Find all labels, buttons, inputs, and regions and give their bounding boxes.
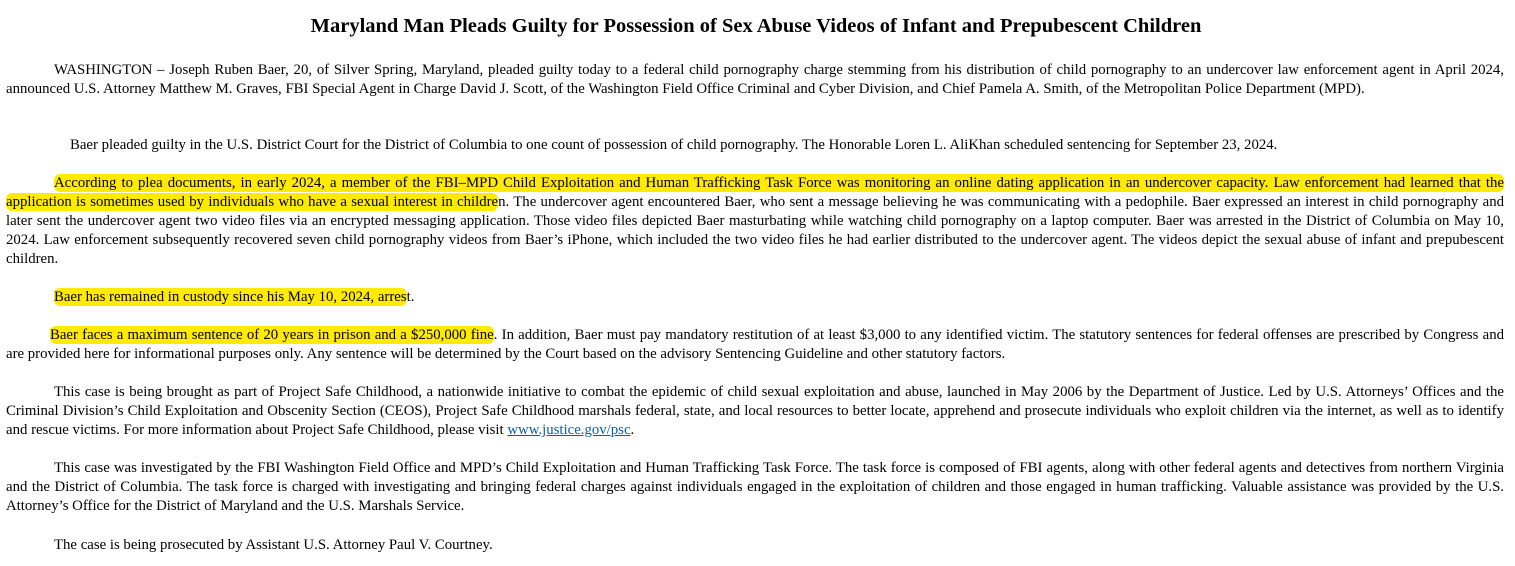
paragraph-prosecutor: The case is being prosecuted by Assistant U.S. Attorney Paul V. Courtney. xyxy=(54,537,493,553)
press-release-page xyxy=(6,0,1506,566)
paragraph-text: n. The undercover agent encountered Baer, who sent a message believing he was communicating with a pedophile. Baer expressed an interest in child pornography and later sent the undercover agent two video files via an encrypted messaging application. Those video files depicted Baer masturbating while watching child pornography on a laptop computer. Baer was arrested in the District of Columbia on May 10, 2024. Law enforcement subsequently recovered seven child pornography videos from Baer’s iPhone, which included the two video files he had earlier distributed to the undercover agent. The videos depict the sexual abuse of infant and prepubescent children. xyxy=(6,194,1504,267)
paragraph-text: This case is being brought as part of Project Safe Childhood, a nationwide initiative to combat the epidemic of child sexual exploitation and abuse, launched in May 2006 by the Department of Justice. Led by U.S. Attorneys’ Offices and the Criminal Division’s Child Exploitation and Obscenity Section (CEOS), Project Safe Childhood marshals federal, state, and local resources to better locate, apprehend and prosecute individuals who exploit children via the internet, as well as to identify and rescue victims. For more information about Project Safe Childhood, please visit xyxy=(6,384,1504,438)
page-title: Maryland Man Pleads Guilty for Possession of Sex Abuse Videos of Infant and Prepubescent Children xyxy=(310,15,1202,37)
paragraph-text: t. xyxy=(406,289,415,305)
psc-link[interactable]: www.justice.gov/psc xyxy=(507,422,631,438)
paragraph-guilty-plea: Baer pleaded guilty in the U.S. District Court for the District of Columbia to one count of possession of child pornography. The Honorable Loren L. AliKhan scheduled sentencing for September 23, 2024. xyxy=(70,137,1278,153)
paragraph-announcement: WASHINGTON – Joseph Ruben Baer, 20, of Silver Spring, Maryland, pleaded guilty today to a federal child pornography charge stemming from his distribution of child pornography to an undercover law enforcement agent in April 2024, announced U.S. Attorney Matthew M. Graves, FBI Special Agent in Charge David J. Scott, of the Washington Field Office Criminal and Cyber Division, and Chief Pamela A. Smith, of the Metropolitan Police Department (MPD). xyxy=(6,62,1504,97)
highlighted-text: According to plea documents, in early 2024, a member of the FBI–MPD Child Exploitation and Human Trafficking Task Force was monitoring an online dating application in an undercover capacity. Law enforcement had learned that the application is sometimes used by individuals who have a sexual interest in childre xyxy=(6,175,1504,210)
paragraph-plea-documents xyxy=(6,174,1504,269)
highlighted-text: Baer has remained in custody since his May 10, 2024, arres xyxy=(54,289,407,305)
paragraph-text-end: . xyxy=(630,422,635,438)
paragraph-project-safe-childhood xyxy=(6,383,1504,440)
highlighted-text: Baer faces a maximum sentence of 20 years in prison and a $250,000 fine xyxy=(50,327,494,343)
paragraph-sentencing xyxy=(6,326,1504,364)
paragraph-custody xyxy=(6,288,1504,307)
paragraph-text: . In addition, Baer must pay mandatory restitution of at least $3,000 to any identified victim. The statutory sentences for federal offenses are prescribed by Congress and are provided here for informational purposes only. Any sentence will be determined by the Court based on the advisory Sentencing Guideline and other statutory factors. xyxy=(6,327,1504,362)
paragraph-investigation: This case was investigated by the FBI Washington Field Office and MPD’s Child Exploitation and Human Trafficking Task Force. The task force is composed of FBI agents, along with other federal agents and detectives from northern Virginia and the District of Columbia. The task force is charged with investigating and bringing federal charges against individuals engaged in the exploitation of children and those engaged in human trafficking. Valuable assistance was provided by the U.S. Attorney’s Office for the District of Maryland and the U.S. Marshals Service. xyxy=(6,460,1504,514)
